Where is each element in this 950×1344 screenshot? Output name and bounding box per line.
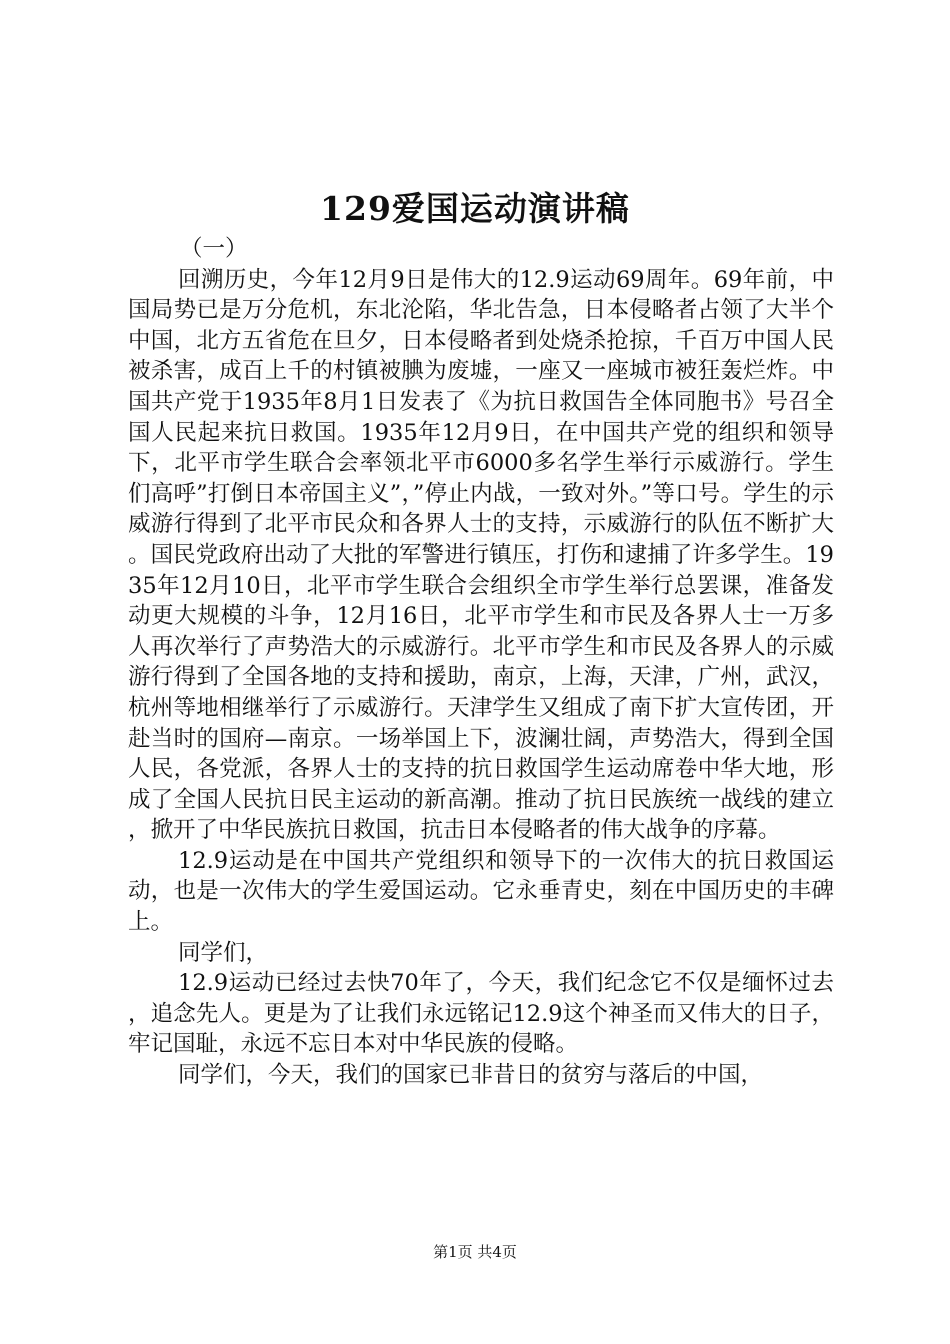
page-number-footer: 第1页 共4页 [433, 1243, 517, 1261]
body-paragraph-today: 同学们，今天，我们的国家已非昔日的贫穷与落后的中国， [178, 1062, 764, 1089]
document-body [128, 234, 834, 1091]
body-paragraph-history: 回溯历史，今年12月9日是伟大的12.9运动69周年。69年前，中国局势已是万分危机，东北沦陷，华北告急，日本侵略者占领了大半个中国，北方五省危在旦夕，日本侵略者到处烧杀抢掠，千百万中国人民被杀害，成百上千的村镇被腆为废墟，一座又一座城市被狂轰烂炸。中国共产党于1935年8月1日发表了《为抗日救国告全体同胞书》号召全国人民起来抗日救国。1935年12月9日，在中国共产党的组织和领导下，北平市学生联合会率领北平市6000多名学生举行示威游行。学生们高呼”打倒日本帝国主义”，”停止内战，一致对外。”等口号。学生的示威游行得到了北平市民众和各界人士的支持，示威游行的队伍不断扩大。国民党政府出动了大批的军警进行镇压，打伤和逮捕了许多学生。1935年12月10日，北平市学生联合会组织全市学生举行总罢课，准备发动更大规模的斗争，12月16日，北平市学生和市民及各界人士一万多人再次举行了声势浩大的示威游行。北平市学生和市民及各界人的示威游行得到了全国各地的支持和援助，南京，上海，天津，广州，武汉，杭州等地相继举行了示威游行。天津学生又组成了南下扩大宣传团，开赴当时的国府—南京。一场举国上下，波澜壮阔，声势浩大，得到全国人民，各党派，各界人士的支持的抗日救国学生运动席卷中华大地，形成了全国人民抗日民主运动的新高潮。推动了抗日民族统一战线的建立，掀开了中华民族抗日救国，抗击日本侵略者的伟大战争的序幕。 [128, 266, 834, 844]
section-marker: （一） [180, 236, 248, 262]
body-paragraph-remembrance: 12.9运动已经过去快70年了，今天，我们纪念它不仅是缅怀过去，追念先人。更是为了让我们永远铭记12.9这个神圣而又伟大的日子，牢记国耻，永远不忘日本对中华民族的侵略。 [128, 970, 834, 1058]
body-paragraph-salutation: 同学们， [178, 939, 269, 966]
body-paragraph-significance: 12.9运动是在中国共产党组织和领导下的一次伟大的抗日救国运动，也是一次伟大的学生爱国运动。它永垂青史，刻在中国历史的丰碑上。 [128, 847, 834, 936]
document-title: 129爱国运动演讲稿 [320, 189, 630, 228]
